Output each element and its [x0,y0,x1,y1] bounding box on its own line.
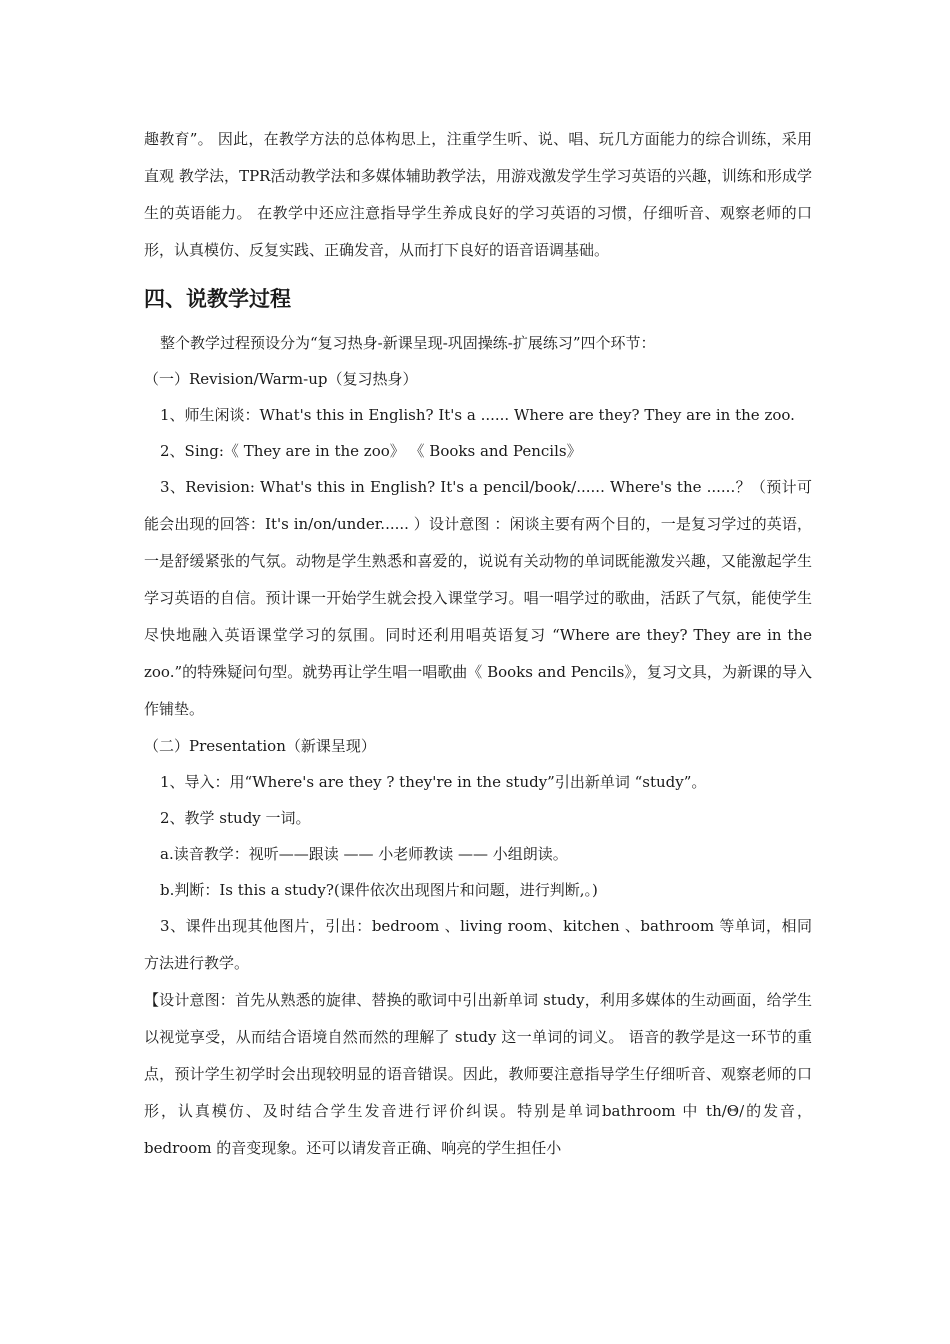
part1-step3-paragraph: 3、Revision: What's this in English? It's a pencil/book/...... Where's the ......？（预计可能会出现的回答：It's in/on/under...... ）设计意图 ：闲谈主要有两个目的，一是复习学过的英语，一是舒缓紧张的气氛。动物是学生熟悉和喜爱的，说说有关动物的单词既能激发兴趣，又能激起学生学习英语的自信。预计课一开始学生就会投入课堂学习。唱一唱学过的歌曲，活跃了气氛，能使学生尽快地融入英语课堂学习的氛围。同时还利用唱英语复习 “Where are they? They are in the zoo.”的特殊疑问句型。就势再让学生唱一唱歌曲《 Books and Pencils》，复习文具，为新课的导入作铺垫。 [144,478,812,718]
overview-line: 整个教学过程预设分为“复习热身-新课呈现-巩固操练-扩展练习”四个环节： [160,334,656,352]
part2-step3-paragraph: 3、课件出现其他图片，引出：bedroom 、living room、kitchen 、bathroom 等单词，相同方法进行教学。 [144,917,812,972]
part2-step2b: b.判断：Is this a study?(课件依次出现图片和问题，进行判断,。) [160,881,598,899]
part2-step2: 2、教学 study 一词。 [160,809,311,827]
part1-step1: 1、师生闲谈：What's this in English? It's a ...... Where are they? They are in the zoo. [160,406,795,424]
part2-step1: 1、导入：用“Where's are they ? they're in the study”引出新单词 “study”。 [160,773,707,791]
design-intent-paragraph: 【设计意图：首先从熟悉的旋律、替换的歌词中引出新单词 study，利用多媒体的生动画面，给学生以视觉享受，从而结合语境自然而然的理解了 study 这一单词的词义。 语音的教学是这一环节的重点，预计学生初学时会出现较明显的语音错误。因此，教师要注意指导学生仔细听音、观察老师的口形，认真模仿、及时结合学生发音进行评价纠误。特别是单词bathroom 中 th/Θ/的发音，bedroom 的音变现象。还可以请发音正确、响亮的学生担任小 [144,991,812,1157]
part1-title: （一）Revision/Warm-up（复习热身） [144,370,418,388]
intro-paragraph: 趣教育”。 因此，在教学方法的总体构思上，注重学生听、说、唱、玩几方面能力的综合训练，采用直观 教学法，TPR活动教学法和多媒体辅助教学法，用游戏激发学生学习英语的兴趣，训练和形成学生的英语能力。 在教学中还应注意指导学生养成良好的学习英语的习惯，仔细听音、观察老师的口形，认真模仿、反复实践、正确发音，从而打下良好的语音语调基础。 [144,130,812,259]
document-body [144,121,812,1167]
part2-title: （二）Presentation（新课呈现） [144,737,376,755]
part1-step2: 2、Sing:《 They are in the zoo》 《 Books and Pencils》 [160,442,582,460]
section-heading: 四、说教学过程 [144,286,291,311]
part2-step2a: a.读音教学：视听——跟读 —— 小老师教读 —— 小组朗读。 [160,845,568,863]
